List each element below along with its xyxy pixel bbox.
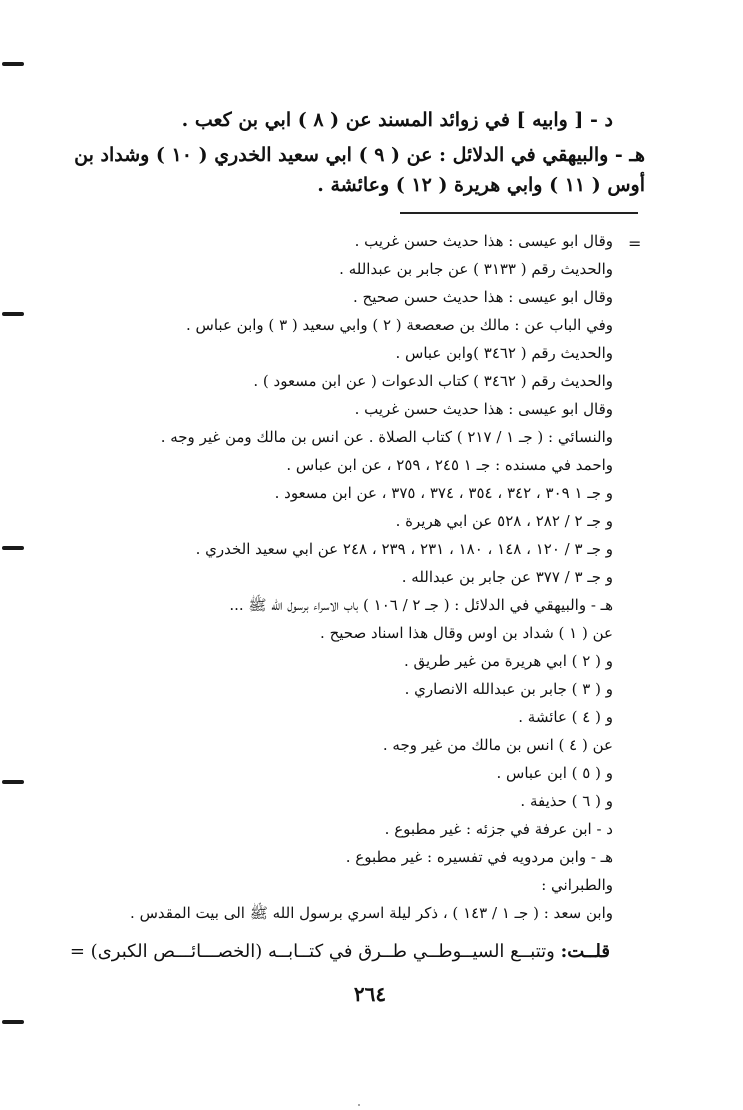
- scan-speck: [358, 1104, 360, 1106]
- footnote-line: وفي الباب عن : مالك بن صعصعة ( ٢ ) وابي سعيد ( ٣ ) وابن عباس .: [186, 316, 613, 334]
- margin-mark: [2, 1020, 24, 1024]
- closing-remark-text: وتتبــع السيــوطــي طــرق في كتــابــه (الخصـــائـــص الكبرى) =: [69, 941, 561, 962]
- footnote-line: والحديث رقم ( ٣٤٦٢ ) كتاب الدعوات ( عن ابن مسعود ) .: [253, 372, 613, 390]
- margin-mark: [2, 312, 24, 316]
- main-text-line: هـ - والبيهقي في الدلائل : عن ( ٩ ) ابي سعيد الخدري ( ١٠ ) وشداد بن: [74, 144, 645, 166]
- margin-mark: [2, 780, 24, 784]
- footnote-line: والحديث رقم ( ٣٤٦٢ )وابن عباس .: [395, 344, 613, 362]
- footnote-line: د - ابن عرفة في جزئه : غير مطبوع .: [384, 820, 613, 838]
- footnote-line: وقال ابو عيسى : هذا حديث حسن صحيح .: [352, 288, 613, 306]
- footnote-line: و ( ٦ ) حذيفة .: [520, 792, 613, 810]
- footnote-line: و ( ٢ ) ابي هريرة من غير طريق .: [403, 652, 613, 670]
- main-text-line: أوس ( ١١ ) وابي هريرة ( ١٢ ) وعائشة .: [317, 174, 645, 196]
- margin-mark: [2, 546, 24, 550]
- footnote-line: والنسائي : ( جـ ١ / ٢١٧ ) كتاب الصلاة . عن انس بن مالك ومن غير وجه .: [160, 428, 613, 446]
- footnote-line: واحمد في مسنده : جـ ١ ٢٤٥ ، ٢٥٩ ، عن ابن عباس .: [286, 456, 613, 474]
- footnote-line: هـ - والبيهقي في الدلائل : ( جـ ٢ / ١٠٦ ) باب الاسراء برسول الله ﷺ ...: [229, 596, 613, 614]
- footnote-line: و جـ ٣ / ١٢٠ ، ١٤٨ ، ١٨٠ ، ٢٣١ ، ٢٣٩ ، ٢٤٨ عن ابي سعيد الخدري .: [195, 540, 613, 558]
- footnote-line: و ( ٣ ) جابر بن عبدالله الانصاري .: [404, 680, 613, 698]
- footnote-line: و جـ ٢ / ٢٨٢ ، ٥٢٨ عن ابي هريرة .: [395, 512, 613, 530]
- main-text-line: د - [ وابيه ] في زوائد المسند عن ( ٨ ) ابي بن كعب .: [181, 109, 613, 131]
- footnote-line: وقال ابو عيسى : هذا حديث حسن غريب .: [354, 400, 613, 418]
- closing-remark: [70, 939, 610, 965]
- footnote-line: هـ - وابن مردويه في تفسيره : غير مطبوع .: [345, 848, 613, 866]
- footnote-line: والطبراني :: [541, 876, 613, 894]
- page-number: ٢٦٤: [353, 982, 387, 1006]
- footnote-line: و ( ٥ ) ابن عباس .: [496, 764, 613, 782]
- closing-remark-lead: قلــت:: [560, 941, 610, 962]
- footnote-line: و ( ٤ ) عائشة .: [518, 708, 613, 726]
- footnote-line: و جـ ٣ / ٣٧٧ عن جابر بن عبدالله .: [401, 568, 613, 586]
- footnote-line: عن ( ١ ) شداد بن اوس وقال هذا اسناد صحيح .: [320, 624, 613, 642]
- footnote-line: والحديث رقم ( ٣١٣٣ ) عن جابر بن عبدالله .: [339, 260, 613, 278]
- footnote-line: عن ( ٤ ) انس بن مالك من غير وجه .: [382, 736, 613, 754]
- footnote-divider: [400, 212, 638, 214]
- footnote-continuation-marker: =: [628, 234, 642, 253]
- footnote-line: وقال ابو عيسى : هذا حديث حسن غريب .: [354, 232, 613, 250]
- footnote-line: وابن سعد : ( جـ ١ / ١٤٣ ) ، ذكر ليلة اسري برسول الله ﷺ الى بيت المقدس .: [130, 904, 613, 922]
- margin-mark: [2, 62, 24, 66]
- footnote-line: و جـ ١ ٣٠٩ ، ٣٤٢ ، ٣٥٤ ، ٣٧٤ ، ٣٧٥ ، عن ابن مسعود .: [274, 484, 613, 502]
